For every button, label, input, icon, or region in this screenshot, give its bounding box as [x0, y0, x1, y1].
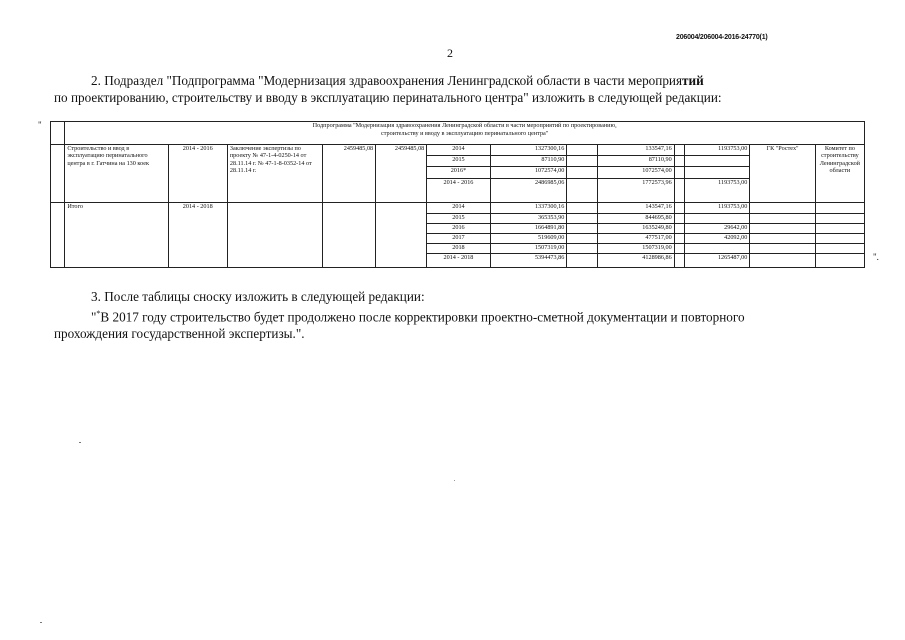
paragraph-2-line-1 — [54, 72, 850, 89]
total-cell: 1327300,16 — [490, 144, 567, 155]
year-cell: 2017 — [427, 233, 490, 243]
federal-cell: 1193753,00 — [684, 144, 749, 155]
estimated-cost-cell: 2459485,08 — [322, 144, 375, 203]
empty-cell — [815, 203, 864, 213]
total-cell: 365353,90 — [490, 213, 567, 223]
opening-quote: " — [38, 120, 42, 130]
scan-speck — [40, 622, 42, 623]
table-corner-cell — [51, 122, 65, 145]
federal-cell — [684, 213, 749, 223]
table-spacer-cell — [51, 144, 65, 203]
paragraph-3-line-2 — [54, 305, 850, 325]
paragraph-2 — [54, 72, 850, 106]
empty-cell — [567, 144, 598, 155]
total-cell: 519609,00 — [490, 233, 567, 243]
regional-cell: 143547,16 — [598, 203, 675, 213]
scan-speck — [454, 480, 455, 481]
federal-cell — [684, 244, 749, 254]
empty-cell — [567, 167, 598, 178]
regional-cell: 1772573,96 — [598, 178, 675, 203]
empty-cell — [567, 223, 598, 233]
empty-cell — [815, 233, 864, 243]
executor-cell: ГК "Ростех" — [750, 144, 815, 203]
regional-cell: 1635249,80 — [598, 223, 675, 233]
year-cell: 2016 — [427, 223, 490, 233]
paragraph-2-line-2: по проектированию, строительству и вводу в эксплуатацию перинатального центра" изложить в следующей редакции: — [54, 90, 722, 105]
paragraph-3-line-3: прохождения государственной экспертизы.". — [54, 326, 305, 342]
empty-cell — [567, 155, 598, 166]
empty-cell — [674, 244, 684, 254]
regional-cell: 133547,16 — [598, 144, 675, 155]
empty-cell — [750, 203, 815, 213]
table-header-line-2: строительству и вводу в эксплуатацию перинатального центра" — [380, 129, 549, 137]
year-cell: 2016* — [427, 167, 490, 178]
empty-cell — [750, 254, 815, 268]
empty-cell — [815, 244, 864, 254]
expertise-cell: Заключение экспертизы по проекту № 47-1-4-0250-14 от 28.11.14 г. № 47-1-8-0352-14 от 28.11.14 г. — [227, 144, 322, 203]
year-cell: 2015 — [427, 155, 490, 166]
paragraph-2-bold-fragment: тий — [682, 73, 704, 88]
empty-cell — [567, 203, 598, 213]
federal-cell — [684, 167, 749, 178]
year-cell: 2014 — [427, 203, 490, 213]
paragraph-3-line-1: 3. После таблицы сноску изложить в следующей редакции: — [91, 289, 425, 304]
federal-cell: 1193753,00 — [684, 178, 749, 203]
empty-cell — [567, 213, 598, 223]
empty-cell — [376, 203, 427, 268]
scan-speck — [79, 442, 81, 443]
empty-cell — [227, 203, 322, 268]
footnote-text: В 2017 году строительство будет продолжено после корректировки проектно-сметной документации и повторного — [100, 309, 745, 325]
empty-cell — [567, 244, 598, 254]
empty-cell — [674, 233, 684, 243]
regional-cell: 4128986,86 — [598, 254, 675, 268]
regional-cell: 1507319,00 — [598, 244, 675, 254]
empty-cell — [815, 254, 864, 268]
empty-cell — [750, 233, 815, 243]
footnote-asterisk: * — [96, 309, 101, 318]
empty-cell — [674, 178, 684, 203]
federal-cell: 42092,00 — [684, 233, 749, 243]
year-cell: 2018 — [427, 244, 490, 254]
total-cell: 5394473,86 — [490, 254, 567, 268]
total-label-cell: Итого — [65, 203, 168, 268]
table-header-line-1: Подпрограмма "Модернизация здравоохранения Ленинградской области в части мероприятий по проектированию, — [312, 122, 617, 129]
empty-cell — [750, 213, 815, 223]
year-cell: 2014 - 2018 — [427, 254, 490, 268]
empty-cell — [674, 167, 684, 178]
table-header — [65, 122, 865, 145]
project-period-cell: 2014 - 2016 — [168, 144, 227, 203]
program-table — [50, 121, 865, 268]
project-name-cell: Строительство и ввод в эксплуатацию перинатального центра в г. Гатчина на 130 коек — [65, 144, 168, 203]
regional-cell: 844695,80 — [598, 213, 675, 223]
federal-cell: 1193753,00 — [684, 203, 749, 213]
total-cell: 2486985,06 — [490, 178, 567, 203]
empty-cell — [674, 213, 684, 223]
regional-cell: 1072574,00 — [598, 167, 675, 178]
customer-cell: Комитет по строительству Ленинградской области — [815, 144, 864, 203]
empty-cell — [674, 203, 684, 213]
empty-cell — [815, 213, 864, 223]
page-number: 2 — [447, 46, 453, 60]
empty-cell — [750, 244, 815, 254]
empty-cell — [674, 144, 684, 155]
paragraph-2-text: 2. Подраздел "Подпрограмма "Модернизация здравоохранения Ленинградской области в части мероприя — [91, 73, 683, 88]
closing-quote: ". — [873, 252, 879, 262]
total-cell: 1664891,80 — [490, 223, 567, 233]
year-cell: 2015 — [427, 213, 490, 223]
empty-cell — [674, 155, 684, 166]
federal-cell — [684, 155, 749, 166]
empty-cell — [674, 223, 684, 233]
empty-cell — [567, 178, 598, 203]
regional-cell: 87110,90 — [598, 155, 675, 166]
paragraph-3 — [54, 288, 850, 342]
total-period-cell: 2014 - 2018 — [168, 203, 227, 268]
empty-cell — [750, 223, 815, 233]
empty-cell — [322, 203, 375, 268]
empty-cell — [674, 254, 684, 268]
year-cell: 2014 - 2016 — [427, 178, 490, 203]
total-cell: 1507319,00 — [490, 244, 567, 254]
total-cell: 1337300,16 — [490, 203, 567, 213]
federal-cell: 1265487,00 — [684, 254, 749, 268]
empty-cell — [567, 233, 598, 243]
year-cell: 2014 — [427, 144, 490, 155]
total-cell: 87110,90 — [490, 155, 567, 166]
table-spacer-cell — [51, 203, 65, 268]
empty-cell — [567, 254, 598, 268]
regional-cell: 477517,00 — [598, 233, 675, 243]
total-cell: 1072574,00 — [490, 167, 567, 178]
remaining-cost-cell: 2459485,08 — [376, 144, 427, 203]
footnote-open-quote: " — [91, 309, 97, 325]
empty-cell — [815, 223, 864, 233]
federal-cell: 29642,00 — [684, 223, 749, 233]
document-id: 206004/206004-2016-24770(1) — [676, 34, 768, 41]
